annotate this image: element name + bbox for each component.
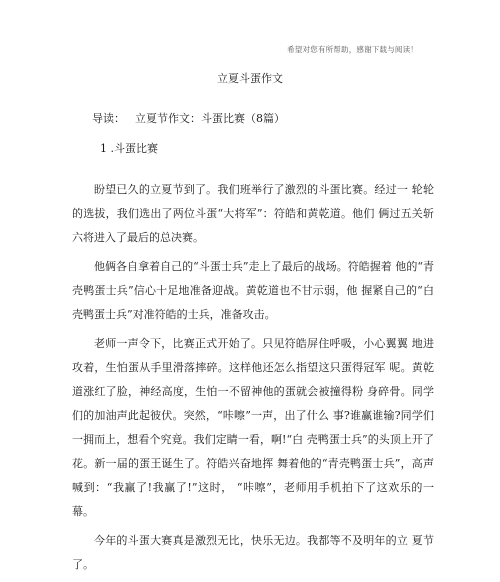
intro-text: 立夏节作文：斗蛋比赛（8篇） [135, 112, 285, 125]
paragraph: 盼望已久的立夏节到了。我们班举行了激烈的斗蛋比赛。经过一 轮轮的选拔，我们选出了两位斗蛋“大将军”：符皓和黄乾道。他们 俩过五关斩六将进入了最后的总决赛。 [72, 183, 434, 244]
paragraph: 老师一声令下，比赛正式开始了。只见符皓屏住呼吸，小心翼翼 地进攻着，生怕蛋从手里滑落摔碎。这样他还怎么指望这只蛋得冠军 呢。黄乾道涨红了脸，神经高度，生怕一不留神他的蛋就会被撞得粉 身碎骨。同学们的加油声此起彼伏。突然，“咔嚓”一声，出了什么 事?谁赢谁输?同学们一拥而上，想看个究竟。我们定睛一看，啊!“白 壳鸭蛋士兵”的头顶上开了花。新一届的蛋王诞生了。符皓兴奋地挥 舞着他的“青壳鸭蛋士兵”，高声喊到：“我赢了!我赢了!”这时， “咔嚓”，老师用手机拍下了这欢乐的一幕。 [72, 337, 434, 518]
section-heading: 1 .斗蛋比赛 [100, 142, 158, 155]
essay-body [72, 178, 434, 582]
paragraph: 他俩各自拿着自己的“斗蛋士兵”走上了最后的战场。符皓握着 他的“青壳鸭蛋士兵”信心十足地准备迎战。黄乾道也不甘示弱，他 握紧自己的“白壳鸭蛋士兵”对准符皓的士兵，准备攻击。 [72, 260, 434, 321]
header-note: 希望对您有所帮助，感谢下载与阅读！ [287, 45, 418, 54]
intro-label: 导读： [92, 112, 125, 125]
document-title: 立夏斗蛋作文 [217, 72, 283, 85]
paragraph: 今年的斗蛋大赛真是激烈无比，快乐无边。我都等不及明年的立 夏节了。 [72, 534, 434, 571]
intro-line [92, 110, 285, 126]
